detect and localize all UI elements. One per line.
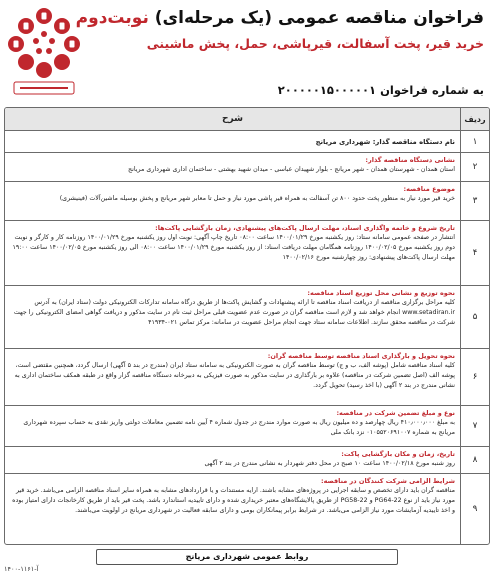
row-number: ۳ [460,182,489,220]
row-title: نشانی دستگاه مناقصه گذار: [365,156,455,164]
table-row [5,349,489,406]
row-content [5,447,460,473]
notice-title [75,6,484,30]
row-text: مناقصه گران باید دارای تخصص و سابقه اجرایی در پروژه‌های مشابه باشند. ارایه مستندات و یا قراردادهای مشابه به همراه سایر اسناد مناقصه الزامی می‌باشد. خرید قیر مورد نیاز باید از نوع PG64-22 و PG58-22 از طریق پالایشگاه‌های معتبر خریداری شده و دارای تاییدیه استاندارد باشد. پخت قیر باید از طریق کارخانجات دارای امتیاز بوده و اخذ تاییدیه آزمایشات مورد نیاز الزامی می‌باشد. در شرایط برابر پیمانکاران بومی و دارای سابقه فعالیت در شهرداری مریانج در اولویت می‌باشند. [12,487,455,514]
row-number: ۴ [460,221,489,285]
row-title: نحوه تحویل و بارگذاری اسناد مناقصه توسط مناقصه گران: [267,352,455,360]
notice-header [0,0,492,106]
row-content [5,474,460,544]
row-text: کلیه مراحل برگزاری مناقصه از دریافت اسناد مناقصه تا ارائه پیشنهادات و گشایش پاکت‌ها از طریق درگاه سامانه تدارکات الکترونیکی دولت (ستاد ایران) به آدرس www.setadiran.ir انجام خواهد شد و لازم است مناقصه گران در صورت عدم عضویت قبلی مراحل ثبت نام در سایت مذکور و دریافت گواهی امضای الکترونیکی را جهت شرکت در مناقصه محقق سازند. اطلاعات سامانه ستاد جهت انجام مراحل عضویت در سامانه: مرکز تماس ۰۲۱-۴۱۹۳۴ [13,299,455,326]
row-number: ۶ [460,349,489,405]
row-text: انتشار در صفحه عمومی سامانه ستاد: روز یکشنبه مورخ ۱۴۰۰/۰۱/۲۹ ساعت ۰۸:۰۰ تاریخ چاپ آگهی: نوبت اول روز یکشنبه مورخ ۱۴۰۰/۰۱/۲۹ روزنامه کار و کارگر و نوبت دوم روز یکشنبه مورخ ۱۴۰۰/۰۲/۰۵ روزنامه همگامان مهلت دریافت اسناد: از روز یکشنبه مورخ ۱۴۰۰/۰۱/۲۹ ساعت ۰۸:۰۰ الی روز یکشنبه مورخ ۱۴۰۰/۰۲/۰۵ ساعت ۱۹:۰۰ مهلت ارسال پاکت‌های پیشنهادی: روز چهارشنبه مورخ ۱۴۰۰/۰۲/۱۶ [12,234,455,261]
row-content [5,182,460,220]
table-header-row [5,108,489,131]
table-row [5,221,489,286]
row-text: روز شنبه مورخ ۱۴۰۰/۰۲/۱۸ ساعت ۱۰ صبح در محل دفتر شهردار به نشانی مندرج در بند ۲ آگهی [204,460,455,467]
row-number: ۹ [460,474,489,544]
public-relations-label: روابط عمومی شهرداری مریانج [96,549,398,565]
title-round: نوبت‌دوم [75,8,149,28]
row-title: موضوع مناقصه: [403,185,455,193]
row-number: ۲ [460,153,489,181]
column-header-description: شرح [222,114,243,124]
row-text: به مبلغ ۴۱۰٫۰۰۰٫۰۰۰ ریال چهارصد و ده میلیون ریال به صورت موارد مندرج در جدول شماره ۴ آیین نامه تضمین معاملات دولتی واریز نقدی به حساب سپرده شهرداری مریانج به شماره ۰۱۰۵۵۲۰۶۹۱۰۰۷ نزد بانک ملی [23,419,455,436]
title-main: فراخوان مناقصه عمومی (یک مرحله‌ای) [154,8,484,28]
row-content [5,286,460,348]
table-row [5,447,489,474]
row-text: خرید قیر مورد نیاز به منظور پخت حدود ۸۰۰ تن آسفالت به همراه قیر پاشی مورد نیاز و حمل تا معابر شهر مریانج و پخش بوسیله ماشین‌آلات (فینیشری) [59,195,455,202]
table-row [5,153,489,182]
row-title: تاریخ شروع و خاتمه واگذاری اسناد، مهلت ارسال پاکت‌های پیشنهادی، زمان بازگشایی پاکت‌ها: [155,224,455,232]
row-title: نحوه توزیع و نشانی محل توزیع اسناد مناقصه: [307,289,455,297]
column-header-number: ردیف [460,108,489,130]
table-row [5,286,489,349]
municipality-logo-icon [6,4,82,100]
call-number: به شماره فراخوان ۲۰۰۰۰۰۱۵۰۰۰۰۰۱ [277,83,484,97]
row-content [5,153,460,181]
row-number: ۷ [460,406,489,446]
table-row [5,182,489,221]
table-row [5,131,489,153]
row-title: نام دستگاه مناقصه گذار: شهرداری مریانج [315,137,455,146]
ad-code: آ-۱۱۶۱-۱۴۰۰ [4,565,39,573]
row-content [5,221,460,285]
row-content [5,131,460,152]
row-title: نوع و مبلغ تضمین شرکت در مناقصه: [336,409,455,417]
row-title: تاریخ، زمان و مکان بازگشایی پاکت: [341,450,455,458]
row-title: شرایط الزامی شرکت کنندگان در مناقصه: [320,477,455,485]
table-row [5,406,489,447]
row-content [5,406,460,446]
table-row [5,474,489,544]
row-number: ۸ [460,447,489,473]
row-content [5,349,460,405]
row-text: استان همدان - شهرستان همدان - شهر مریانج - بلوار شهیدان عباسی - میدان شهید بهشتی - ساختمان اداری شهرداری مریانج [128,166,455,173]
row-number: ۱ [460,131,489,152]
row-text: کلیه اسناد مناقصه شامل (پوشه الف، ب و ج) توسط مناقصه گران به صورت الکترونیکی به سامانه ستاد ایران (مندرج در بند ۵ آگهی) ارسال گردد، همچنین مقتضی است، پوشه الف (اصل تضمین شرکت در مناقصه) علاوه بر بارگذاری در سایت مذکور به صورت فیزیکی به دبیرخانه دستگاه مناقصه گزار واقع در طبقه همکف ساختمان اداری به نشانی مندرج در بند ۲ آگهی (با اخذ رسید) تحویل گردد. [14,362,455,389]
notice-subtitle: خرید قیر، پخت آسفالت، قیرپاشی، حمل، پخش ماشینی [146,36,484,51]
row-number: ۵ [460,286,489,348]
tender-table [4,107,490,545]
